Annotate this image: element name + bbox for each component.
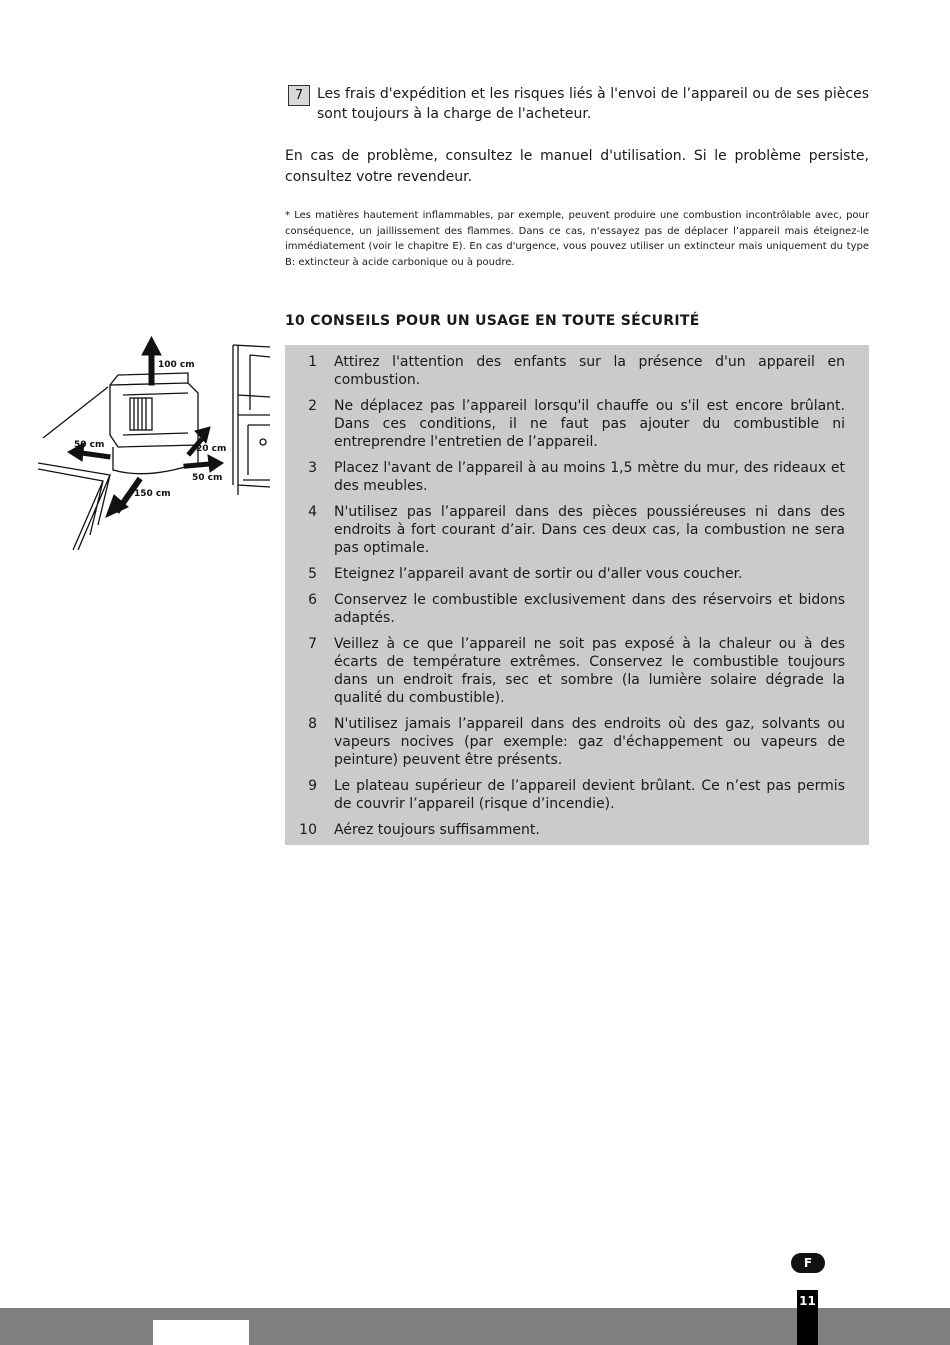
tip-number: 6 bbox=[308, 592, 317, 608]
label-50cm-left: 50 cm bbox=[74, 440, 105, 450]
tip-number: 9 bbox=[308, 778, 317, 794]
tip-number: 4 bbox=[308, 504, 317, 520]
item-number-box: 7 bbox=[288, 85, 310, 106]
tip-text: Ne déplacez pas l’appareil lorsqu'il chauffe ou s'il est encore brûlant. Dans ces conditions, il ne faut pas ajouter du combustible ni entreprendre l'entretien de l’appareil. bbox=[334, 398, 845, 450]
page-number: 11 bbox=[799, 1294, 816, 1308]
safety-tips-list bbox=[285, 353, 869, 847]
safety-tips-panel bbox=[285, 345, 869, 845]
tip-text: Le plateau supérieur de l’appareil devient brûlant. Ce n’est pas permis de couvrir l’appareil (risque d’incendie). bbox=[334, 778, 845, 812]
tip-text: Veillez à ce que l’appareil ne soit pas exposé à la chaleur ou à des écarts de température extrêmes. Conservez le combustible toujours dans un endroit frais, sec et sombre (la lumière solaire dégrade la qualité du combustible). bbox=[334, 636, 845, 706]
list-item bbox=[285, 591, 869, 627]
language-badge: F bbox=[791, 1253, 825, 1273]
list-item bbox=[285, 635, 869, 707]
tip-number: 7 bbox=[308, 636, 317, 652]
clearance-illustration bbox=[38, 335, 270, 550]
footer-white-block bbox=[153, 1320, 249, 1345]
label-50cm-right: 50 cm bbox=[192, 473, 223, 483]
tip-text: Eteignez l’appareil avant de sortir ou d'aller vous coucher. bbox=[334, 566, 743, 582]
tip-text: Aérez toujours suffisamment. bbox=[334, 822, 540, 838]
shipping-note-text: Les frais d'expédition et les risques liés à l'envoi de l’appareil ou de ses pièces sont toujours à la charge de l'acheteur. bbox=[317, 86, 869, 122]
tip-number: 8 bbox=[308, 716, 317, 732]
label-100cm: 100 cm bbox=[158, 360, 195, 370]
label-20cm: 20 cm bbox=[196, 444, 227, 454]
list-item bbox=[285, 353, 869, 389]
shipping-note bbox=[288, 84, 869, 124]
list-item bbox=[285, 503, 869, 557]
problem-paragraph: En cas de problème, consultez le manuel d'utilisation. Si le problème persiste, consultez votre revendeur. bbox=[285, 148, 869, 185]
tip-number: 1 bbox=[308, 354, 317, 370]
tip-number: 10 bbox=[299, 822, 317, 838]
tip-text: Attirez l'attention des enfants sur la présence d'un appareil en combustion. bbox=[334, 354, 845, 388]
footnote: * Les matières hautement inflammables, par exemple, peuvent produire une combustion incontrôlable avec, pour conséquence, un jaillissement des flammes. Dans ce cas, n'essayez pas de déplacer l’appareil mais éteignez-le immédiatement (voir le chapitre E). En cas d'urgence, vous pouvez utiliser un extincteur mais uniquement du type B: extincteur à acide carbonique ou à poudre. bbox=[285, 210, 869, 268]
tip-text: Conservez le combustible exclusivement dans des réservoirs et bidons adaptés. bbox=[334, 592, 845, 626]
list-item bbox=[285, 715, 869, 769]
label-150cm: 150 cm bbox=[134, 489, 171, 499]
list-item bbox=[285, 565, 869, 583]
tip-number: 5 bbox=[308, 566, 317, 582]
tip-number: 2 bbox=[308, 398, 317, 414]
list-item bbox=[285, 821, 869, 839]
list-item bbox=[285, 459, 869, 495]
tip-text: N'utilisez jamais l’appareil dans des endroits où des gaz, solvants ou vapeurs nocives (par exemple: gaz d'échappement ou vapeurs de peinture) peuvent être présents. bbox=[334, 716, 845, 768]
list-item bbox=[285, 397, 869, 451]
tip-number: 3 bbox=[308, 460, 317, 476]
section-heading: 10 CONSEILS POUR UN USAGE EN TOUTE SÉCURITÉ bbox=[285, 313, 700, 329]
tip-text: N'utilisez pas l’appareil dans des pièces poussiéreuses ni dans des endroits à fort courant d’air. Dans ces deux cas, la combustion ne sera pas optimale. bbox=[334, 504, 845, 556]
tip-text: Placez l'avant de l’appareil à au moins 1,5 mètre du mur, des rideaux et des meubles. bbox=[334, 460, 845, 494]
list-item bbox=[285, 777, 869, 813]
page-number-box bbox=[797, 1290, 818, 1345]
clearance-diagram bbox=[38, 335, 270, 550]
